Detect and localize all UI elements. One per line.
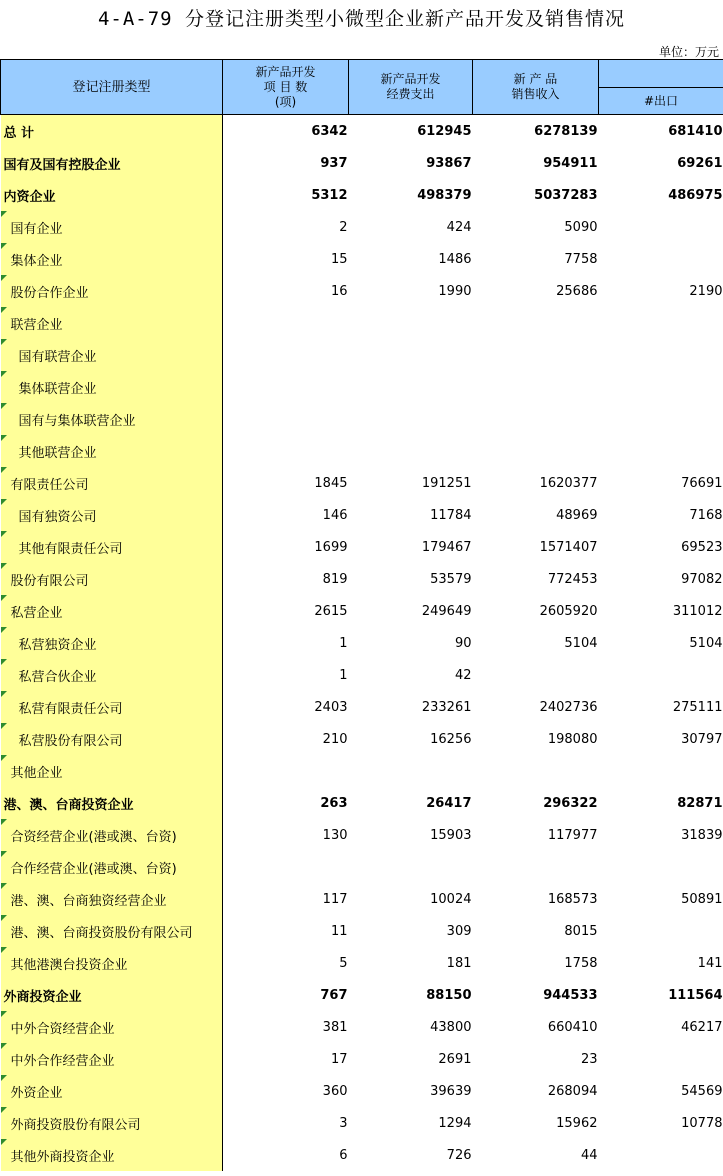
row-label [1, 211, 223, 243]
row-label-text: 私营合伙企业 [18, 669, 97, 685]
dev-expense-cell [349, 435, 473, 467]
sales-revenue-cell: 5104 [564, 635, 598, 651]
table-row [1, 339, 723, 371]
export-cell: 46217 [681, 1019, 723, 1035]
cell-marker-icon [1, 723, 7, 729]
project-count-cell [223, 307, 349, 339]
table-row [1, 819, 723, 851]
export-cell [599, 755, 723, 787]
header-project-count-line2: 项 目 数 [263, 79, 308, 94]
sales-revenue-cell [473, 371, 599, 403]
project-count-cell: 15 [330, 251, 348, 267]
project-count-cell: 263 [320, 795, 348, 811]
export-cell: 5104 [689, 635, 723, 651]
sales-revenue-cell: 296322 [543, 795, 598, 811]
sales-revenue-cell [473, 307, 599, 339]
header-blank-cell [599, 60, 723, 88]
sales-revenue-cell [473, 755, 599, 787]
dev-expense-cell [349, 371, 473, 403]
export-cell: 69261 [677, 155, 723, 171]
dev-expense-cell [349, 403, 473, 435]
header-dev-expense-line2: 经费支出 [386, 87, 435, 101]
row-label [1, 1139, 223, 1171]
dev-expense-cell: 181 [446, 955, 472, 971]
cell-marker-icon [1, 819, 7, 825]
table-row [1, 883, 723, 915]
row-label-text: 中外合作经营企业 [10, 1053, 115, 1069]
row-label [1, 691, 223, 723]
sales-revenue-cell: 1758 [564, 955, 598, 971]
sales-revenue-cell: 1620377 [539, 475, 598, 491]
sales-revenue-cell: 8015 [564, 923, 598, 939]
row-label-text: 合作经营企业(港或澳、台资) [10, 861, 177, 877]
table-row [1, 755, 723, 787]
sales-revenue-cell [473, 659, 599, 691]
project-count-cell: 5 [339, 955, 348, 971]
cell-marker-icon [1, 531, 7, 537]
export-cell [599, 851, 723, 883]
export-cell: 311012 [672, 603, 723, 619]
project-count-cell [223, 371, 349, 403]
row-label-text: 其他企业 [10, 765, 63, 781]
sales-revenue-cell: 772453 [547, 571, 598, 587]
cell-marker-icon [1, 883, 7, 889]
sales-revenue-cell [473, 403, 599, 435]
dev-expense-cell: 90 [454, 635, 472, 651]
export-cell: 50891 [681, 891, 723, 907]
table-row [1, 563, 723, 595]
table-row [1, 979, 723, 1011]
table-row [1, 115, 723, 148]
row-label-text: 其他港澳台投资企业 [10, 957, 128, 973]
dev-expense-cell: 42 [454, 667, 472, 683]
row-label [1, 307, 223, 339]
export-cell: 69523 [681, 539, 723, 555]
cell-marker-icon [1, 1011, 7, 1017]
project-count-cell: 937 [320, 155, 348, 171]
row-label-text: 集体企业 [10, 253, 63, 269]
dev-expense-cell: 249649 [421, 603, 472, 619]
export-cell: 82871 [677, 795, 723, 811]
row-label [1, 787, 223, 819]
row-label [1, 915, 223, 947]
header-sales-revenue [473, 60, 599, 115]
cell-marker-icon [1, 371, 7, 377]
table-row [1, 499, 723, 531]
table-header [1, 60, 723, 115]
project-count-cell: 11 [330, 923, 348, 939]
table-row [1, 435, 723, 467]
row-label-text: 国有与集体联营企业 [18, 413, 136, 429]
project-count-cell: 16 [330, 283, 348, 299]
sales-revenue-cell: 660410 [547, 1019, 598, 1035]
header-project-count [223, 60, 349, 115]
row-label-text: 私营独资企业 [18, 637, 97, 653]
cell-marker-icon [1, 627, 7, 633]
row-label [1, 499, 223, 531]
table-row [1, 147, 723, 179]
row-label [1, 627, 223, 659]
cell-marker-icon [1, 659, 7, 665]
export-cell: 2190 [689, 283, 723, 299]
row-label [1, 851, 223, 883]
row-label-text: 港、澳、台商投资股份有限公司 [10, 925, 193, 941]
table-row [1, 947, 723, 979]
row-label-text: 外商投资股份有限公司 [10, 1117, 141, 1133]
cell-marker-icon [1, 1139, 7, 1145]
row-label [1, 275, 223, 307]
row-label-text: 内资企业 [3, 189, 56, 205]
sales-revenue-cell: 5090 [564, 219, 598, 235]
page-title: 4-A-79 分登记注册类型小微型企业新产品开发及销售情况 [97, 8, 626, 30]
row-label-text: 合资经营企业(港或澳、台资) [10, 829, 177, 845]
project-count-cell: 6342 [223, 115, 349, 148]
row-label-text: 中外合资经营企业 [10, 1021, 115, 1037]
project-count-cell: 210 [322, 731, 348, 747]
dev-expense-cell: 2691 [438, 1051, 472, 1067]
row-label [1, 595, 223, 627]
row-label-text: 其他有限责任公司 [18, 541, 123, 557]
header-project-count-line1: 新产品开发 [255, 64, 316, 79]
table-row [1, 851, 723, 883]
cell-marker-icon [1, 467, 7, 473]
header-export: #出口 [599, 88, 723, 115]
row-label-text: 私营企业 [10, 605, 63, 621]
row-label [1, 883, 223, 915]
sales-revenue-cell: 2605920 [539, 603, 598, 619]
export-cell [599, 339, 723, 371]
cell-marker-icon [1, 595, 7, 601]
dev-expense-cell: 26417 [426, 795, 472, 811]
project-count-cell: 130 [322, 827, 348, 843]
cell-marker-icon [1, 307, 7, 313]
row-label-text: 集体联营企业 [18, 381, 97, 397]
table-row [1, 787, 723, 819]
sales-revenue-cell: 168573 [547, 891, 598, 907]
sales-revenue-cell: 25686 [556, 283, 598, 299]
sales-revenue-cell: 7758 [564, 251, 598, 267]
project-count-cell: 1 [339, 635, 348, 651]
sales-revenue-cell: 117977 [547, 827, 598, 843]
project-count-cell: 146 [322, 507, 348, 523]
row-label-text: 国有独资公司 [18, 509, 97, 525]
project-count-cell: 360 [322, 1083, 348, 1099]
project-count-cell: 117 [322, 891, 348, 907]
dev-expense-cell: 16256 [430, 731, 472, 747]
project-count-cell: 381 [322, 1019, 348, 1035]
table-row [1, 1075, 723, 1107]
row-label [1, 179, 223, 211]
cell-marker-icon [1, 1043, 7, 1049]
sales-revenue-cell: 944533 [543, 987, 598, 1003]
row-label-text: 股份有限公司 [10, 573, 89, 589]
cell-marker-icon [1, 211, 7, 217]
row-label-text: 外资企业 [10, 1085, 63, 1101]
export-cell: 10778 [681, 1115, 723, 1131]
dev-expense-cell: 424 [446, 219, 472, 235]
export-cell: 275111 [672, 699, 723, 715]
project-count-cell: 5312 [311, 187, 348, 203]
sales-revenue-cell: 6278139 [473, 115, 599, 148]
cell-marker-icon [1, 403, 7, 409]
export-cell [599, 659, 723, 691]
row-label [1, 979, 223, 1011]
export-cell [599, 403, 723, 435]
row-label [1, 1075, 223, 1107]
table-row [1, 659, 723, 691]
dev-expense-cell [349, 307, 473, 339]
row-label [1, 403, 223, 435]
row-label-text: 有限责任公司 [10, 477, 89, 493]
project-count-cell [223, 851, 349, 883]
project-count-cell [223, 435, 349, 467]
dev-expense-cell [349, 851, 473, 883]
cell-marker-icon [1, 691, 7, 697]
project-count-cell: 767 [320, 987, 348, 1003]
row-label-text: 国有联营企业 [18, 349, 97, 365]
table-row [1, 531, 723, 563]
row-label [1, 1011, 223, 1043]
project-count-cell: 1845 [314, 475, 348, 491]
row-label-text: 港、澳、台商投资企业 [3, 797, 134, 813]
header-dev-expense-line1: 新产品开发 [380, 72, 441, 86]
row-label [1, 435, 223, 467]
export-cell: 111564 [668, 987, 723, 1003]
dev-expense-cell: 191251 [421, 475, 472, 491]
project-count-cell: 6 [339, 1147, 348, 1163]
dev-expense-cell: 15903 [430, 827, 472, 843]
unit-label: 单位：万元 [658, 45, 719, 59]
dev-expense-cell: 1990 [438, 283, 472, 299]
dev-expense-cell: 1294 [438, 1115, 472, 1131]
table-row [1, 723, 723, 755]
project-count-cell: 2 [339, 219, 348, 235]
table-row [1, 275, 723, 307]
row-label-text: 联营企业 [10, 317, 63, 333]
dev-expense-cell: 43800 [430, 1019, 472, 1035]
cell-marker-icon [1, 243, 7, 249]
project-count-cell [223, 403, 349, 435]
header-registration-type: 登记注册类型 [1, 60, 223, 115]
export-cell: 54569 [681, 1083, 723, 1099]
cell-marker-icon [1, 755, 7, 761]
table-row [1, 915, 723, 947]
row-label [1, 371, 223, 403]
row-label-text: 港、澳、台商独资经营企业 [10, 893, 167, 909]
dev-expense-cell: 1486 [438, 251, 472, 267]
sales-revenue-cell: 48969 [556, 507, 598, 523]
row-label [1, 659, 223, 691]
dev-expense-cell: 53579 [430, 571, 472, 587]
dev-expense-cell: 93867 [426, 155, 472, 171]
export-cell [599, 435, 723, 467]
data-table [0, 59, 723, 1171]
dev-expense-cell: 726 [446, 1147, 472, 1163]
cell-marker-icon [1, 915, 7, 921]
export-cell: 97082 [681, 571, 723, 587]
row-label-text: 私营有限责任公司 [18, 701, 123, 717]
sales-revenue-cell: 15962 [556, 1115, 598, 1131]
row-label-text: 其他外商投资企业 [10, 1149, 115, 1165]
header-dev-expense [349, 60, 473, 115]
export-cell: 76691 [681, 475, 723, 491]
row-label [1, 947, 223, 979]
dev-expense-cell: 39639 [430, 1083, 472, 1099]
row-label [1, 339, 223, 371]
row-label-text: 私营股份有限公司 [18, 733, 123, 749]
table-row [1, 1139, 723, 1171]
row-label [1, 563, 223, 595]
table-row [1, 179, 723, 211]
row-label [1, 755, 223, 787]
table-row [1, 627, 723, 659]
table-row [1, 691, 723, 723]
project-count-cell: 2403 [314, 699, 348, 715]
sales-revenue-cell: 23 [580, 1051, 598, 1067]
project-count-cell [223, 339, 349, 371]
cell-marker-icon [1, 1107, 7, 1113]
sales-revenue-cell [473, 339, 599, 371]
project-count-cell: 3 [339, 1115, 348, 1131]
sales-revenue-cell [473, 851, 599, 883]
row-label [1, 1107, 223, 1139]
dev-expense-cell [349, 755, 473, 787]
sales-revenue-cell: 954911 [543, 155, 598, 171]
table-row [1, 1107, 723, 1139]
export-cell [599, 1139, 723, 1171]
export-cell: 681410 [599, 115, 723, 148]
header-sales-revenue-line2: 销售收入 [511, 87, 560, 101]
export-cell [599, 211, 723, 243]
project-count-cell: 17 [330, 1051, 348, 1067]
cell-marker-icon [1, 499, 7, 505]
cell-marker-icon [1, 563, 7, 569]
project-count-cell: 2615 [314, 603, 348, 619]
dev-expense-cell: 11784 [430, 507, 472, 523]
table-body [1, 115, 723, 1172]
dev-expense-cell: 88150 [426, 987, 472, 1003]
project-count-cell [223, 755, 349, 787]
project-count-cell: 1699 [314, 539, 348, 555]
row-label-text: 其他联营企业 [18, 445, 97, 461]
export-cell: 30797 [681, 731, 723, 747]
export-cell [599, 1043, 723, 1075]
dev-expense-cell: 612945 [349, 115, 473, 148]
row-label [1, 147, 223, 179]
table-row [1, 307, 723, 339]
table-row [1, 211, 723, 243]
sales-revenue-cell: 44 [580, 1147, 598, 1163]
dev-expense-cell: 10024 [430, 891, 472, 907]
export-cell: 31839 [681, 827, 723, 843]
row-label [1, 115, 223, 148]
dev-expense-cell: 498379 [417, 187, 472, 203]
row-label-text: 股份合作企业 [10, 285, 89, 301]
sales-revenue-cell: 2402736 [539, 699, 598, 715]
export-cell: 486975 [668, 187, 723, 203]
export-cell [599, 307, 723, 339]
cell-marker-icon [1, 1075, 7, 1081]
cell-marker-icon [1, 435, 7, 441]
sales-revenue-cell: 5037283 [534, 187, 598, 203]
dev-expense-cell [349, 339, 473, 371]
sales-revenue-cell: 268094 [547, 1083, 598, 1099]
export-cell: 7168 [689, 507, 723, 523]
export-cell [599, 243, 723, 275]
row-label-text: 国有及国有控股企业 [3, 157, 121, 173]
export-cell [599, 371, 723, 403]
table-row [1, 1011, 723, 1043]
dev-expense-cell: 309 [446, 923, 472, 939]
cell-marker-icon [1, 275, 7, 281]
sales-revenue-cell [473, 435, 599, 467]
header-project-count-line3: (项) [274, 94, 297, 109]
table-row [1, 243, 723, 275]
table-row [1, 1043, 723, 1075]
row-label [1, 243, 223, 275]
dev-expense-cell: 179467 [421, 539, 472, 555]
sales-revenue-cell: 198080 [547, 731, 598, 747]
table-row [1, 467, 723, 499]
row-label [1, 723, 223, 755]
row-label-text: 总 计 [3, 125, 35, 141]
row-label [1, 1043, 223, 1075]
project-count-cell: 1 [339, 667, 348, 683]
table-row [1, 595, 723, 627]
header-sales-revenue-line1: 新 产 品 [513, 72, 558, 86]
sales-revenue-cell: 1571407 [539, 539, 598, 555]
row-label-text: 国有企业 [10, 221, 63, 237]
cell-marker-icon [1, 947, 7, 953]
table-row [1, 371, 723, 403]
table-row [1, 403, 723, 435]
row-label [1, 531, 223, 563]
export-cell [599, 915, 723, 947]
row-label-text: 外商投资企业 [3, 989, 82, 1005]
project-count-cell: 819 [322, 571, 348, 587]
row-label [1, 467, 223, 499]
cell-marker-icon [1, 339, 7, 345]
cell-marker-icon [1, 851, 7, 857]
row-label [1, 819, 223, 851]
export-cell: 141 [697, 955, 723, 971]
dev-expense-cell: 233261 [421, 699, 472, 715]
